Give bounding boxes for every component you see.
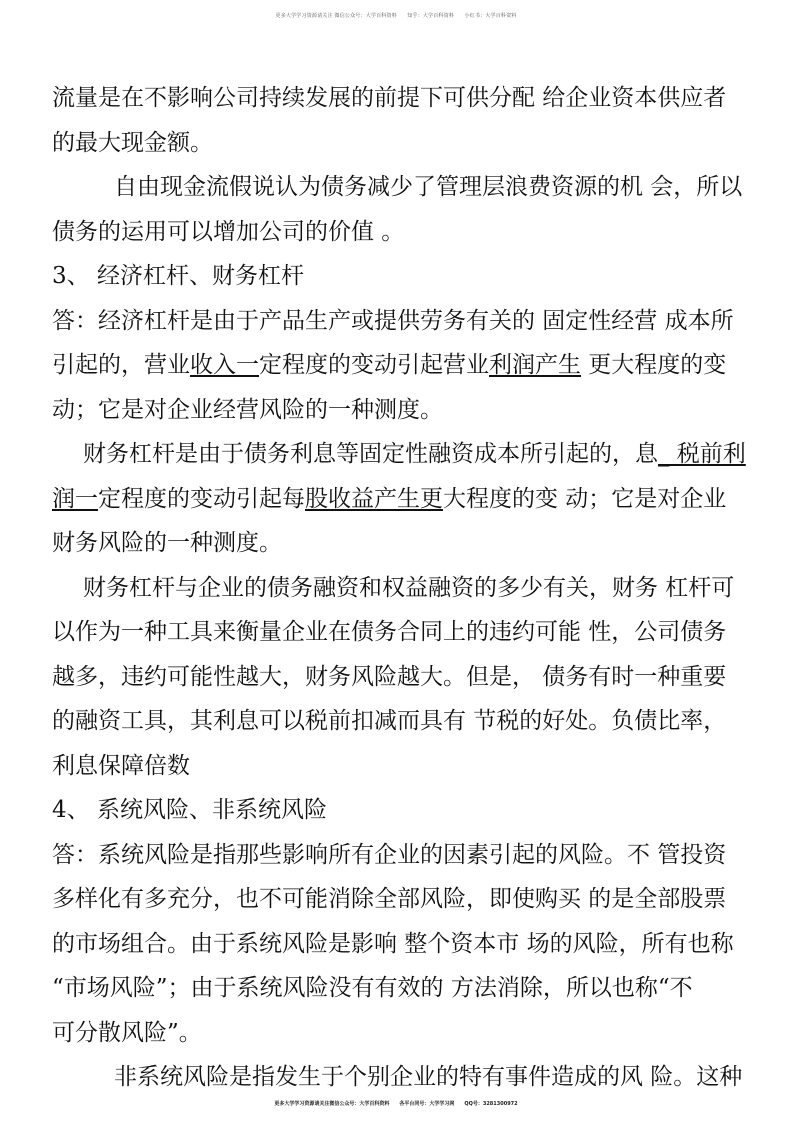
text-line bbox=[52, 343, 758, 388]
page-header: 更多大学学习资源请关注 微信公众号：大学百科资料 知乎：大学百科资料 小红书：大学百科资料 bbox=[275, 13, 517, 19]
text-run: 定程度的变动引起每 bbox=[98, 485, 305, 512]
text-line: 债务的运用可以增加公司的价值 。 bbox=[52, 218, 405, 245]
text-line: 自由现金流假说认为债务减少了管理层浪费资源的机 会，所以 bbox=[114, 174, 743, 200]
text-line: 的市场组合。由于系统风险是影响 整个资本市 场的风险，所有也称 bbox=[52, 930, 734, 957]
section-heading-3: 3、 经济杠杆、财务杠杆 bbox=[52, 263, 304, 289]
text-line bbox=[52, 432, 758, 477]
underlined-text: 润一 bbox=[52, 485, 98, 512]
underlined-text: 股收益产生更 bbox=[305, 485, 443, 512]
underlined-text: _ 税前利 bbox=[658, 441, 746, 467]
text-line: 非系统风险是指发生于个别企业的特有事件造成的风 险。这种 bbox=[114, 1064, 743, 1090]
underlined-text: 利润产生 bbox=[489, 352, 581, 378]
text-line: 利息保障倍数 bbox=[52, 752, 190, 779]
text-line: 多样化有多充分，也不可能消除全部风险，即使购买 的是全部股票 bbox=[52, 886, 727, 912]
document-body bbox=[52, 76, 758, 1100]
text-run: 更大程度的变 bbox=[581, 352, 727, 378]
text-line bbox=[52, 477, 758, 522]
text-line: 以作为一种工具来衡量企业在债务合同上的违约可能 性，公司债务 bbox=[52, 619, 727, 645]
text-run: 定程度的变动引起营业 bbox=[259, 352, 489, 378]
text-line: 的最大现金额。 bbox=[52, 129, 213, 156]
text-line: 可分散风险”。 bbox=[52, 1019, 202, 1046]
text-line: 答：经济杠杆是由于产品生产或提供劳务有关的 固定性经营 成本所 bbox=[52, 307, 734, 334]
text-line: 动；它是对企业经营风险的一种测度。 bbox=[52, 396, 443, 423]
text-line: “市场风险”；由于系统风险没有有效的 方法消除，所以也称“不 bbox=[52, 975, 693, 1001]
text-line: 答：系统风险是指那些影响所有企业的因素引起的风险。不 管投资 bbox=[52, 841, 727, 868]
page-footer: 更多大学学习资源请关注微信公众号：大学百科资料 各平台同号：大学学习网 QQ号：3281300972 bbox=[274, 1101, 518, 1107]
text-line: 越多，违约可能性越大，财务风险越大。但是， 债务有时一种重要 bbox=[52, 663, 727, 690]
underlined-text: 收入一 bbox=[190, 352, 259, 378]
text-line: 的融资工具，其利息可以税前扣减而具有 节税的好处。负债比率， bbox=[52, 708, 727, 734]
text-run: 财务杠杆是由于债务利息等固定性融资成本所引起的，息 bbox=[83, 441, 658, 467]
text-run: 大程度的变 动；它是对企业 bbox=[443, 485, 727, 512]
section-heading-4: 4、 系统风险、非系统风险 bbox=[52, 797, 327, 823]
text-line: 流量是在不影响公司持续发展的前提下可供分配 给企业资本供应者 bbox=[52, 85, 727, 111]
text-line: 财务风险的一种测度。 bbox=[52, 530, 282, 556]
text-line: 财务杠杆与企业的债务融资和权益融资的多少有关，财务 杠杆可 bbox=[83, 574, 735, 601]
text-run: 引起的，营业 bbox=[52, 352, 190, 378]
